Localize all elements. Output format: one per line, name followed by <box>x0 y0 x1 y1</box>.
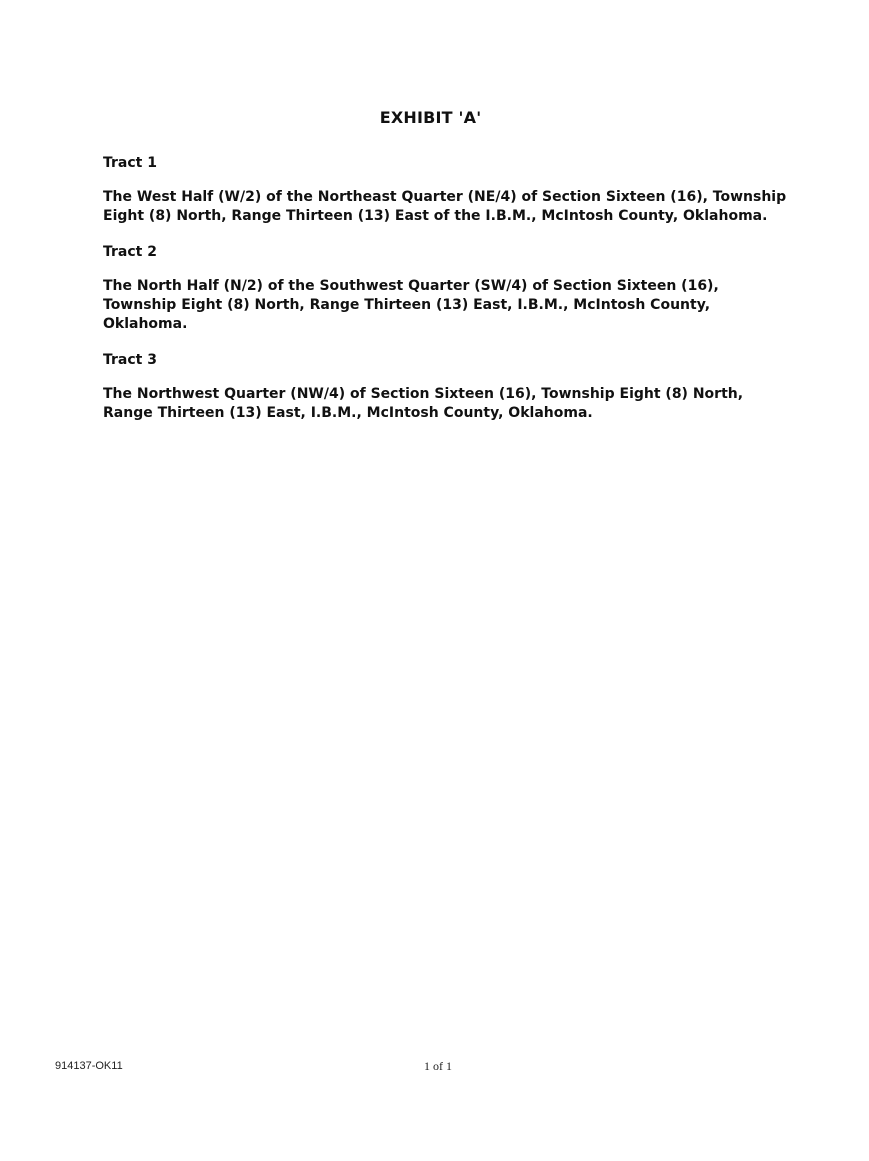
tract-3-heading-block <box>103 351 793 369</box>
exhibit-title: EXHIBIT 'A' <box>379 108 482 127</box>
tract-2-heading: Tract 2 <box>103 244 157 260</box>
tract-1-line-1: The West Half (W/2) of the Northeast Quarter (NE/4) of Section Sixteen (16), Township <box>103 189 787 205</box>
tract-1-description <box>103 188 793 226</box>
tract-2-line-3: Oklahoma. <box>103 316 188 332</box>
tract-3-line-1: The Northwest Quarter (NW/4) of Section Sixteen (16), Township Eight (8) North, <box>103 386 744 402</box>
tract-2-line-2: Township Eight (8) North, Range Thirteen (13) East, I.B.M., McIntosh County, <box>103 297 711 313</box>
tract-1-line-2: Eight (8) North, Range Thirteen (13) East of the I.B.M., McIntosh County, Oklahoma. <box>103 208 768 224</box>
tract-3-heading: Tract 3 <box>103 352 157 368</box>
tract-2-heading-block <box>103 243 793 261</box>
tract-1-heading-block <box>103 154 793 172</box>
page-number: 1 of 1 <box>424 1059 452 1073</box>
document-id: 914137-OK11 <box>55 1060 123 1072</box>
tract-3-line-2: Range Thirteen (13) East, I.B.M., McIntosh County, Oklahoma. <box>103 405 593 421</box>
tract-1-heading: Tract 1 <box>103 155 157 171</box>
tract-3-description <box>103 385 793 423</box>
tract-2-description <box>103 277 793 334</box>
tract-2-line-1: The North Half (N/2) of the Southwest Quarter (SW/4) of Section Sixteen (16), <box>103 278 719 294</box>
